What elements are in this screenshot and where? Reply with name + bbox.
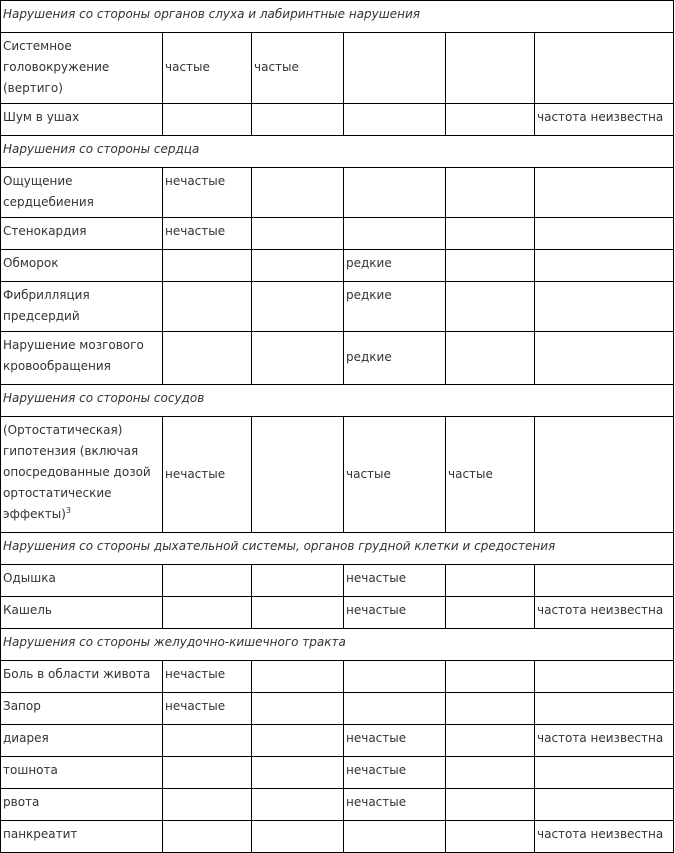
table-row: [1, 597, 674, 629]
section-header-row: [1, 533, 674, 565]
section-title: Нарушения со стороны сосудов: [1, 385, 674, 417]
frequency-cell: частота неизвестна: [535, 597, 674, 629]
frequency-cell: нечастые: [344, 565, 446, 597]
frequency-cell: [344, 218, 446, 250]
frequency-cell: нечастые: [163, 218, 252, 250]
reaction-name: Нарушение мозгового кровообращения: [1, 332, 163, 385]
section-title: Нарушения со стороны сердца: [1, 136, 674, 168]
reaction-name-text: (Ортостатическая) гипотензия (включая опосредованные дозой ортостатические эффекты): [3, 423, 151, 521]
reaction-name: диарея: [1, 725, 163, 757]
reaction-name: Стенокардия: [1, 218, 163, 250]
reaction-name: рвота: [1, 789, 163, 821]
frequency-cell: [252, 218, 344, 250]
frequency-cell: [446, 693, 535, 725]
table-row: [1, 218, 674, 250]
reaction-name: Фибрилляция предсердий: [1, 282, 163, 332]
frequency-cell: [446, 725, 535, 757]
table-row: [1, 104, 674, 136]
table-row: [1, 789, 674, 821]
frequency-cell: [535, 168, 674, 218]
frequency-cell: [535, 218, 674, 250]
frequency-cell: частота неизвестна: [535, 104, 674, 136]
frequency-cell: нечастые: [344, 757, 446, 789]
frequency-cell: [252, 417, 344, 533]
frequency-cell: [446, 250, 535, 282]
footnote-marker: 3: [65, 506, 71, 515]
frequency-cell: [344, 821, 446, 853]
section-title: Нарушения со стороны дыхательной системы, органов грудной клетки и средостения: [1, 533, 674, 565]
frequency-cell: [446, 789, 535, 821]
reaction-name: Обморок: [1, 250, 163, 282]
section-header-row: [1, 136, 674, 168]
frequency-cell: [163, 104, 252, 136]
frequency-cell: [252, 597, 344, 629]
frequency-cell: редкие: [344, 282, 446, 332]
frequency-cell: [535, 332, 674, 385]
frequency-cell: [535, 661, 674, 693]
frequency-cell: [163, 282, 252, 332]
frequency-cell: [446, 332, 535, 385]
frequency-cell: [446, 104, 535, 136]
reaction-name: Системное головокружение (вертиго): [1, 33, 163, 104]
frequency-cell: [344, 168, 446, 218]
frequency-cell: [252, 250, 344, 282]
reaction-name: панкреатит: [1, 821, 163, 853]
frequency-cell: [446, 282, 535, 332]
frequency-cell: нечастые: [344, 789, 446, 821]
frequency-cell: [344, 661, 446, 693]
frequency-cell: нечастые: [163, 661, 252, 693]
reaction-name: Одышка: [1, 565, 163, 597]
reaction-name: Шум в ушах: [1, 104, 163, 136]
frequency-cell: редкие: [344, 250, 446, 282]
frequency-cell: [163, 565, 252, 597]
frequency-cell: [446, 33, 535, 104]
frequency-cell: [535, 565, 674, 597]
frequency-cell: частота неизвестна: [535, 821, 674, 853]
table-row: [1, 757, 674, 789]
table-row: [1, 725, 674, 757]
frequency-cell: [252, 282, 344, 332]
frequency-cell: [344, 693, 446, 725]
frequency-cell: [163, 789, 252, 821]
frequency-cell: [252, 565, 344, 597]
table-row: [1, 33, 674, 104]
reaction-name: [1, 417, 163, 533]
frequency-cell: [535, 33, 674, 104]
frequency-cell: [535, 757, 674, 789]
frequency-cell: [163, 597, 252, 629]
table-row: [1, 250, 674, 282]
table-row: [1, 282, 674, 332]
section-header-row: [1, 1, 674, 33]
table-row: [1, 661, 674, 693]
section-title: Нарушения со стороны желудочно-кишечного тракта: [1, 629, 674, 661]
frequency-cell: частота неизвестна: [535, 725, 674, 757]
frequency-cell: частые: [344, 417, 446, 533]
frequency-cell: [252, 757, 344, 789]
frequency-cell: [535, 789, 674, 821]
table-row: [1, 565, 674, 597]
frequency-cell: нечастые: [163, 417, 252, 533]
frequency-cell: [535, 282, 674, 332]
table-row: [1, 417, 674, 533]
frequency-cell: частые: [252, 33, 344, 104]
frequency-cell: [446, 168, 535, 218]
frequency-cell: [252, 725, 344, 757]
section-title: Нарушения со стороны органов слуха и лабиринтные нарушения: [1, 1, 674, 33]
frequency-cell: [252, 661, 344, 693]
frequency-cell: [252, 693, 344, 725]
frequency-cell: [446, 597, 535, 629]
frequency-cell: [344, 104, 446, 136]
frequency-cell: нечастые: [163, 693, 252, 725]
table-row: [1, 332, 674, 385]
reaction-name: Запор: [1, 693, 163, 725]
frequency-cell: [446, 757, 535, 789]
frequency-cell: частые: [163, 33, 252, 104]
section-header-row: [1, 385, 674, 417]
frequency-cell: [163, 757, 252, 789]
frequency-cell: [252, 821, 344, 853]
frequency-cell: [252, 168, 344, 218]
table-row: [1, 693, 674, 725]
frequency-cell: [163, 821, 252, 853]
frequency-cell: [163, 250, 252, 282]
frequency-cell: [535, 250, 674, 282]
frequency-cell: [252, 104, 344, 136]
frequency-cell: [535, 693, 674, 725]
frequency-cell: [446, 218, 535, 250]
reaction-name: Ощущение сердцебиения: [1, 168, 163, 218]
frequency-cell: нечастые: [163, 168, 252, 218]
frequency-cell: [535, 417, 674, 533]
frequency-cell: [446, 821, 535, 853]
reaction-name: тошнота: [1, 757, 163, 789]
frequency-cell: [252, 332, 344, 385]
frequency-cell: нечастые: [344, 725, 446, 757]
frequency-cell: нечастые: [344, 597, 446, 629]
table-row: [1, 821, 674, 853]
section-header-row: [1, 629, 674, 661]
reaction-name: Кашель: [1, 597, 163, 629]
frequency-cell: [163, 725, 252, 757]
frequency-cell: [252, 789, 344, 821]
frequency-cell: [344, 33, 446, 104]
frequency-cell: редкие: [344, 332, 446, 385]
frequency-cell: [446, 661, 535, 693]
frequency-cell: [446, 565, 535, 597]
table-row: [1, 168, 674, 218]
reaction-name: Боль в области живота: [1, 661, 163, 693]
frequency-cell: частые: [446, 417, 535, 533]
frequency-cell: [163, 332, 252, 385]
